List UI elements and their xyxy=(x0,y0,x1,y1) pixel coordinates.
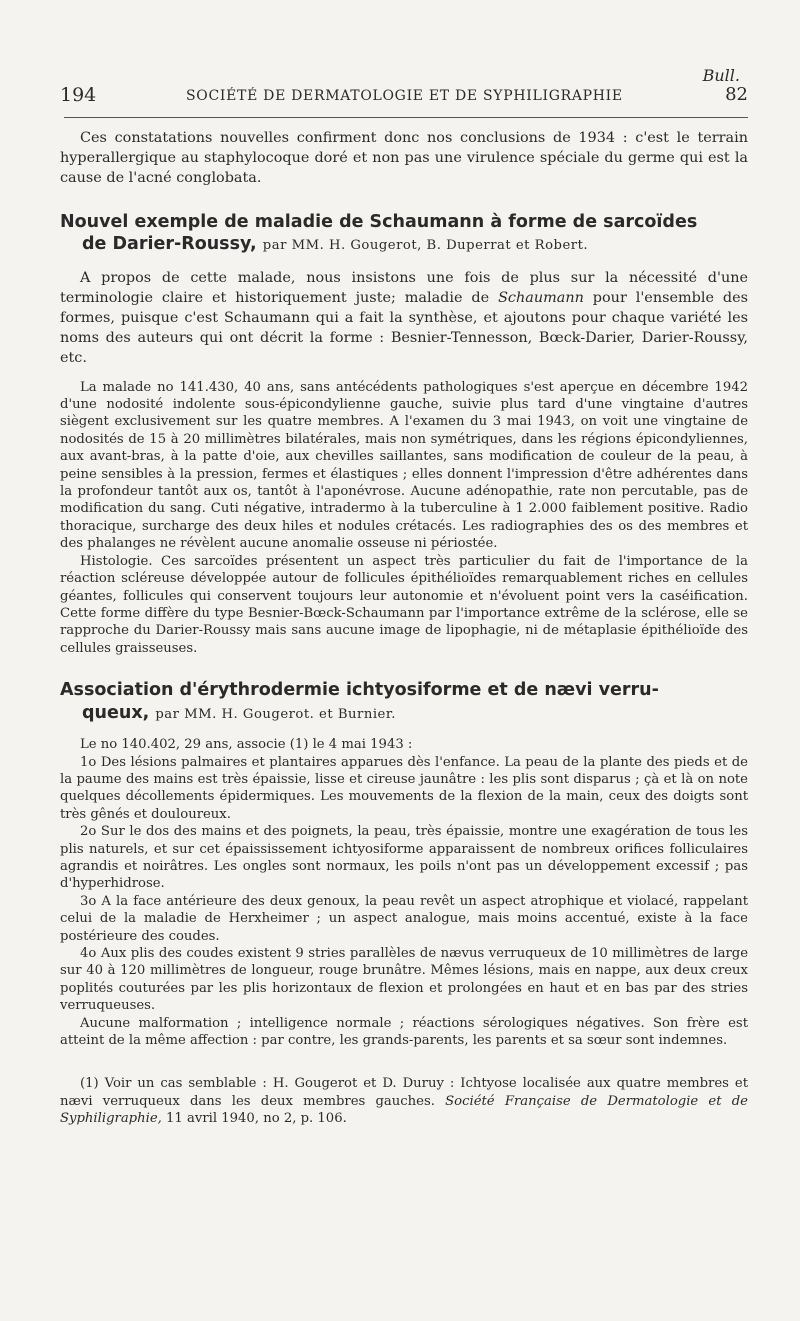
article1-title-line1: Nouvel exemple de maladie de Schaumann à forme de sarcoïdes xyxy=(60,211,698,232)
article2-point-2: 2o Sur le dos des mains et des poignets, la peau, très épaissie, montre une exagération de tous les plis naturels, et sur cet épaississement ichtyosiforme apparaissent de nombreux orifices folliculaires agrandis et noirâtres. Les ongles sont normaux, les poils n'ont pas un développement excessif ; pas d'hyperhidrose. xyxy=(60,824,748,892)
article2-title-line1: Association d'érythrodermie ichtyosiforme et de nævi verru- xyxy=(60,680,659,701)
article2-title-line2: queux, xyxy=(82,702,150,723)
article1-histology: Histologie. Ces sarcoïdes présentent un aspect très particulier du fait de l'importance de la réaction scléreuse développée autour de follicules épithélioïdes remarquablement riches en cellules géantes, follicules qui conservent toujours leur autonomie et n'évoluent point vers la caséification. Cette forme diffère du type Besnier-Bœck-Schaumann par l'importance extrême de la sclérose, elle se rapproche du Darier-Roussy mais sans aucune image de lipophagie, ni de métaplasie épithélioïde des cellules graisseuses. xyxy=(60,553,748,656)
article1-p1-text-a: A propos de cette malade, nous insistons une fois de plus sur la nécessité d'une terminologie claire et historiquement juste; maladie de xyxy=(60,269,748,306)
article2-authors: par MM. H. Gougerot. et Burnier. xyxy=(155,706,396,722)
article1-heading xyxy=(60,211,748,234)
article2-conclusion: Aucune malformation ; intelligence normale ; réactions sérologiques négatives. Son frère est atteint de la même affection : par contre, les grands-parents, les parents et sa sœur sont indemnes. xyxy=(60,1015,748,1049)
article1-title-line2: de Darier-Roussy, xyxy=(82,234,257,255)
article1-heading-line2 xyxy=(60,233,748,258)
intro-paragraph: Ces constatations nouvelles confirment donc nos conclusions de 1934 : c'est le terrain hyperallergique au staphylocoque doré et non pas une virulence spéciale du germe qui est la cause de l'acné conglobata. xyxy=(60,130,748,187)
footnote xyxy=(60,1075,748,1127)
running-title: SOCIÉTÉ DE DERMATOLOGIE ET DE SYPHILIGRAPHIE xyxy=(186,88,623,104)
footnote-text-b: 11 avril 1940, no 2, p. 106. xyxy=(161,1111,347,1127)
article1-case-description: La malade no 141.430, 40 ans, sans antécédents pathologiques s'est aperçue en décembre 1942 d'une nodosité indolente sous-épicondylienne gauche, suivie plus tard d'une vingtaine d'autres siègent exclusivement sur les quatre membres. A l'examen du 3 mai 1943, on voit une vingtaine de nodosités de 15 à 20 millimètres bilatérales, mais non symétriques, dans les régions épicondyliennes, aux avant-bras, à la patte d'oie, aux chevilles saillantes, sans modification de couleur de la peau, à peine sensibles à la pression, fermes et élastiques ; elles donnent l'impression d'être adhérentes dans la profondeur tantôt aux os, tantôt à l'aponévrose. Aucune adénopathie, rate non percutable, pas de modification du sang. Cuti négative, intradermo à la tuberculine à 1 2.000 faiblement positive. Radio thoracique, surcharge des deux hiles et nodules crétacés. Les radiographies des os des membres et des phalanges ne révèlent aucune anomalie osseuse ni périostée. xyxy=(60,379,748,552)
article2-heading-line2 xyxy=(60,702,748,727)
page-number: 194 xyxy=(60,84,97,106)
journal-short-title: Bull. xyxy=(702,66,740,85)
article2-point-3: 3o A la face antérieure des deux genoux, la peau revêt un aspect atrophique et violacé, rappelant celui de la maladie de Herxheimer ; un aspect analogue, mais moins accentué, existe à la face postérieure des coudes. xyxy=(60,893,748,944)
article2-intro: Le no 140.402, 29 ans, associe (1) le 4 mai 1943 : xyxy=(80,737,413,753)
header-rule xyxy=(64,117,748,118)
article1-paragraph xyxy=(60,268,748,369)
footnote-emphasis: Société Française de Dermatologie et de Syphiligraphie, xyxy=(60,1093,748,1127)
page-body xyxy=(60,128,748,1128)
running-header xyxy=(60,84,748,110)
footnote-text-a: (1) Voir un cas semblable : H. Gougerot et D. Duruy : Ichtyose localisée aux quatre membres et nævi verruqueux dans les deux membres gauches. xyxy=(60,1076,748,1109)
article1-authors: par MM. H. Gougerot, B. Duperrat et Robert. xyxy=(262,238,589,254)
article2-heading xyxy=(60,679,748,702)
issue-number: 82 xyxy=(725,84,748,105)
article2-point-1: 1o Des lésions palmaires et plantaires apparues dès l'enfance. La peau de la plante des pieds et de la paume des mains est très épaissie, lisse et cireuse jaunâtre : les plis sont disparus ; çà et là on note quelques décollements épidermiques. Les mouvements de la flexion de la main, ceux des doigts sont très gênés et douloureux. xyxy=(60,754,748,822)
article1-p1-text-b: pour l'ensemble des formes, puisque c'est Schaumann qui a fait la synthèse, et ajoutons pour chaque variété les noms des auteurs qui ont décrit la forme : Besnier-Tennesson, Bœck-Darier, Darier-Roussy, etc. xyxy=(60,289,748,367)
article1-p1-emphasis: Schaumann xyxy=(498,289,584,306)
article2-point-4: 4o Aux plis des coudes existent 9 stries parallèles de nævus verruqueux de 10 millimètres de large sur 40 à 120 millimètres de longueur, rouge brunâtre. Mêmes lésions, mais en nappe, aux deux creux poplités couturées par les plis horizontaux de flexion et prolongées en haut et en bas par des stries verruqueuses. xyxy=(60,946,748,1014)
